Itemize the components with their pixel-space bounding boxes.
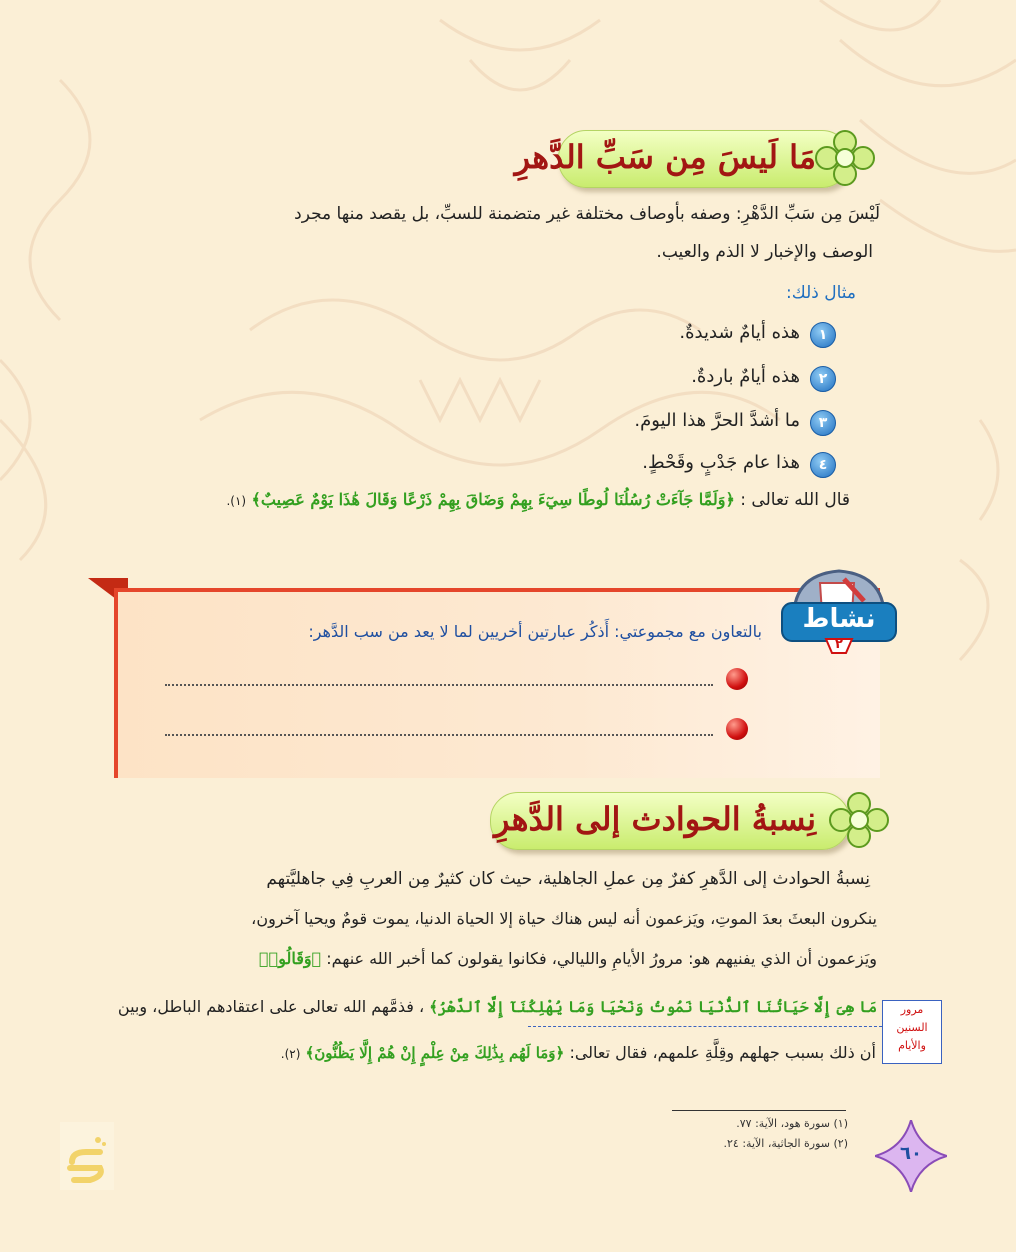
example-number-2: ٢ (810, 366, 836, 392)
definition-line-1: لَيْسَ مِن سَبِّ الدَّهْرِ: وصفه بأوصاف مختلفة غير متضمنة للسبِّ، بل يقصد منها مجرد (294, 204, 880, 224)
sidenote-box (882, 1000, 942, 1064)
answer-bullet-1 (726, 668, 748, 690)
example-number-3: ٣ (810, 410, 836, 436)
footnote-divider (672, 1110, 846, 1111)
flower-ornament-icon (812, 128, 878, 188)
verse-intro: قال الله تعالى : (740, 490, 850, 510)
verse-footnote-ref: (١). (226, 494, 247, 508)
sidenote-line-1: مرور (900, 1003, 924, 1016)
quran-verse-2-start: ﴿وَقَالُوا۟ (258, 949, 322, 968)
activity-badge-number: ٢ (835, 637, 843, 652)
footnote-1: (١) سورة هود، الآية: ٧٧. (736, 1117, 848, 1130)
answer-bullet-2 (726, 718, 748, 740)
example-number-4: ٤ (810, 452, 836, 478)
paragraph-line-2: ينكرون البعثَ بعدَ الموتِ، ويَزعمون أنه ليس هناك حياة إلا الحياة الدنيا، يموت قومٌ ويحيا آخرون، (251, 909, 877, 928)
footnote-2: (٢) سورة الجاثية، الآية: ٢٤. (723, 1137, 848, 1150)
verse-footnote-ref-2: (٢). (280, 1047, 301, 1061)
page-number: ٦٠ (900, 1143, 922, 1164)
activity-box (114, 588, 880, 778)
answer-line-1[interactable] (165, 684, 713, 686)
paragraph-line-4 (100, 988, 877, 1026)
quran-verse-3: ﴿وَمَا لَهُم بِذَٰلِكَ مِنْ عِلْمٍ إِنْ هُمْ إِلَّا يَظُنُّونَ﴾ (305, 1044, 565, 1062)
sidenote-connector (528, 1026, 882, 1027)
activity-badge-label: نشاط (802, 604, 876, 634)
paragraph-line-4-text: ، فذمَّهم الله تعالى على اعتقادهم الباطل، وبين (117, 997, 425, 1016)
paragraph-line-5 (120, 1034, 876, 1073)
paragraph-line-1: نِسبةُ الحوادث إلى الدَّهرِ كفرٌ مِن عملِ الجاهلية، حيث كان كثيرٌ مِن العربِ فِي جاهليَّتهم (266, 869, 870, 889)
answer-line-2[interactable] (165, 734, 713, 736)
flower-ornament-icon-2 (826, 790, 892, 850)
publisher-logo-icon (60, 1122, 114, 1190)
quran-verse-2: مَا هِىَ إِلَّا حَيَاتُنَا ٱلدُّنْيَا نَمُوتُ وَنَحْيَا وَمَا يُهْلِكُنَآ إِلَّا ٱلدَّهْرُ﴾ (429, 998, 877, 1016)
sidenote-line-2: السنين (896, 1021, 928, 1034)
verse-line (226, 490, 850, 510)
example-text-2: هذه أيامٌ باردةٌ. (691, 366, 800, 387)
paragraph-line-3 (100, 940, 877, 978)
example-text-4: هذا عام جَدْبٍ وقَحْطٍ. (642, 452, 800, 473)
sidenote-line-3: والأيام (898, 1039, 926, 1052)
footnotes (670, 1114, 848, 1154)
paragraph-line-3-text: ويَزعمون أن الذي يفنيهم هو: مرورُ الأيامِ والليالي، فكانوا يقولون كما أخبر الله عنهم: (326, 949, 877, 968)
quran-verse: ﴿وَلَمَّا جَآءَتْ رُسُلُنَا لُوطًا سِيٓءَ بِهِمْ وَضَاقَ بِهِمْ ذَرْعًا وَقَالَ هَٰذَا يَوْمٌ عَصِيبٌ﴾ (251, 490, 735, 509)
example-number-1: ١ (810, 322, 836, 348)
paragraph-line-5-text: أن ذلك بسبب جهلهم وقِلَّةِ علمهم، فقال تعالى: (569, 1043, 876, 1062)
example-text-1: هذه أيامٌ شديدةٌ. (679, 322, 800, 343)
definition-line-2: الوصف والإخبار لا الذم والعيب. (656, 242, 873, 262)
example-label: مثال ذلك: (786, 283, 856, 303)
section-title-2: نِسبةُ الحوادث إلى الدَّهرِ (493, 800, 816, 838)
section-title: مَا لَيسَ مِن سَبِّ الدَّهرِ (514, 138, 816, 176)
activity-instruction: بالتعاون مع مجموعتي: أَذكُر عبارتين أخريين لما لا يعد من سب الدَّهر: (308, 622, 762, 641)
example-text-3: ما أشدَّ الحرَّ هذا اليومَ. (634, 410, 800, 431)
